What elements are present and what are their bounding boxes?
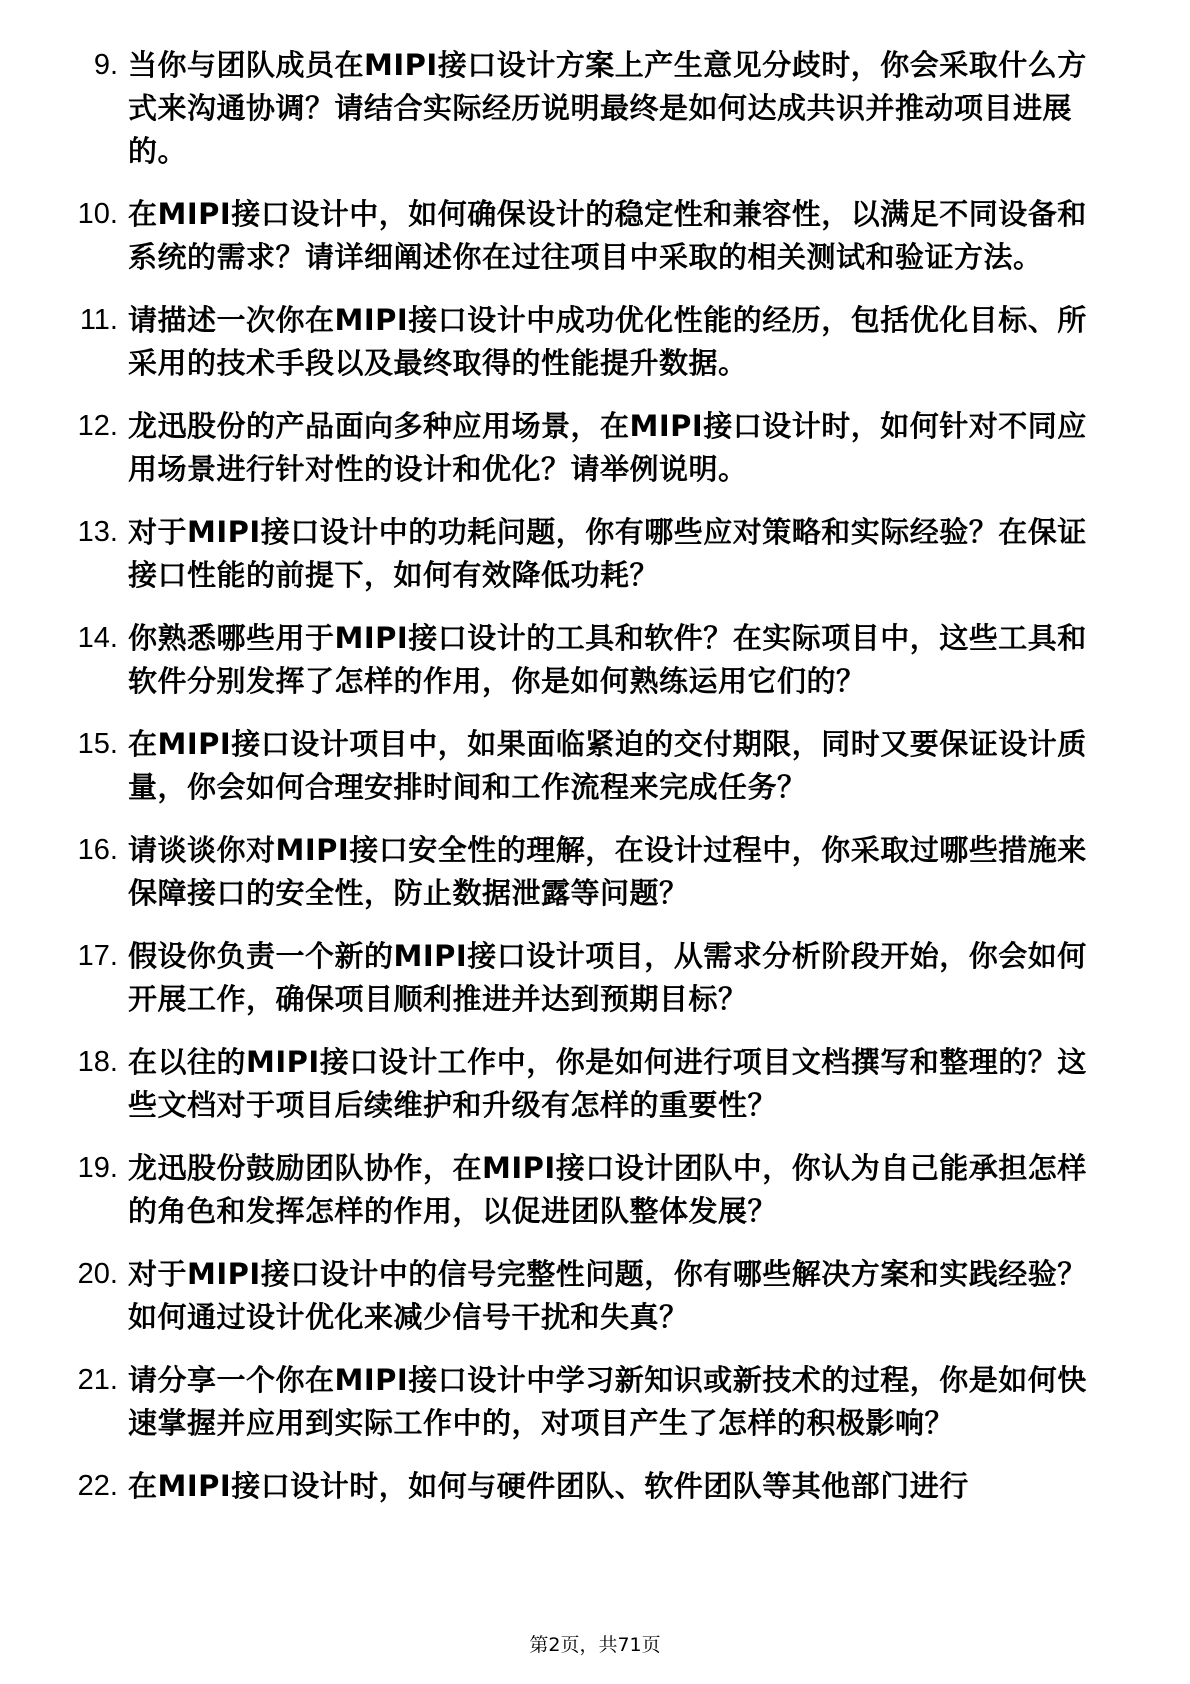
question-number: 12.	[77, 410, 118, 442]
list-item	[60, 617, 1110, 703]
question-text: 在MIPI接口设计项目中，如果面临紧迫的交付期限，同时又要保证设计质量，你会如何合理安排时间和工作流程来完成任务？	[128, 727, 1087, 804]
list-item	[60, 193, 1110, 279]
question-number: 20.	[77, 1258, 118, 1290]
question-list	[60, 44, 1110, 1528]
list-item	[60, 723, 1110, 809]
list-item	[60, 1147, 1110, 1233]
question-text: 请描述一次你在MIPI接口设计中成功优化性能的经历，包括优化目标、所采用的技术手段以及最终取得的性能提升数据。	[128, 303, 1087, 380]
list-item	[60, 829, 1110, 915]
question-text: 请谈谈你对MIPI接口安全性的理解，在设计过程中，你采取过哪些措施来保障接口的安全性，防止数据泄露等问题？	[128, 833, 1087, 910]
question-text: 在以往的MIPI接口设计工作中，你是如何进行项目文档撰写和整理的？这些文档对于项目后续维护和升级有怎样的重要性？	[128, 1045, 1087, 1122]
list-item	[60, 1465, 1110, 1508]
question-number: 18.	[77, 1046, 118, 1078]
question-number: 19.	[77, 1152, 118, 1184]
list-item	[60, 935, 1110, 1021]
question-text: 你熟悉哪些用于MIPI接口设计的工具和软件？在实际项目中，这些工具和软件分别发挥了怎样的作用，你是如何熟练运用它们的？	[128, 621, 1087, 698]
question-number: 10.	[77, 198, 118, 230]
question-text: 当你与团队成员在MIPI接口设计方案上产生意见分歧时，你会采取什么方式来沟通协调？请结合实际经历说明最终是如何达成共识并推动项目进展的。	[128, 48, 1087, 168]
list-item	[60, 1041, 1110, 1127]
question-number: 9.	[93, 49, 118, 81]
question-text: 在MIPI接口设计时，如何与硬件团队、软件团队等其他部门进行	[128, 1469, 969, 1503]
question-number: 22.	[77, 1470, 118, 1502]
question-text: 对于MIPI接口设计中的功耗问题，你有哪些应对策略和实际经验？在保证接口性能的前提下，如何有效降低功耗？	[128, 515, 1087, 592]
question-text: 龙迅股份的产品面向多种应用场景，在MIPI接口设计时，如何针对不同应用场景进行针对性的设计和优化？请举例说明。	[128, 409, 1087, 486]
question-number: 17.	[77, 940, 118, 972]
question-text: 假设你负责一个新的MIPI接口设计项目，从需求分析阶段开始，你会如何开展工作，确保项目顺利推进并达到预期目标？	[128, 939, 1087, 1016]
question-text: 请分享一个你在MIPI接口设计中学习新知识或新技术的过程，你是如何快速掌握并应用到实际工作中的，对项目产生了怎样的积极影响？	[128, 1363, 1087, 1440]
question-number: 16.	[77, 834, 118, 866]
list-item	[60, 405, 1110, 491]
question-number: 21.	[77, 1364, 118, 1396]
question-number: 14.	[77, 622, 118, 654]
question-text: 龙迅股份鼓励团队协作，在MIPI接口设计团队中，你认为自己能承担怎样的角色和发挥怎样的作用，以促进团队整体发展？	[128, 1151, 1087, 1228]
page-number-footer: 第2页，共71页	[529, 1634, 661, 1656]
list-item	[60, 1359, 1110, 1445]
question-text: 对于MIPI接口设计中的信号完整性问题，你有哪些解决方案和实践经验？如何通过设计优化来减少信号干扰和失真？	[128, 1257, 1087, 1334]
list-item	[60, 1253, 1110, 1339]
question-number: 11.	[79, 304, 118, 336]
list-item	[60, 299, 1110, 385]
list-item	[60, 44, 1110, 173]
question-number: 15.	[77, 728, 118, 760]
question-number: 13.	[77, 516, 118, 548]
list-item	[60, 511, 1110, 597]
question-text: 在MIPI接口设计中，如何确保设计的稳定性和兼容性，以满足不同设备和系统的需求？请详细阐述你在过往项目中采取的相关测试和验证方法。	[128, 197, 1087, 274]
